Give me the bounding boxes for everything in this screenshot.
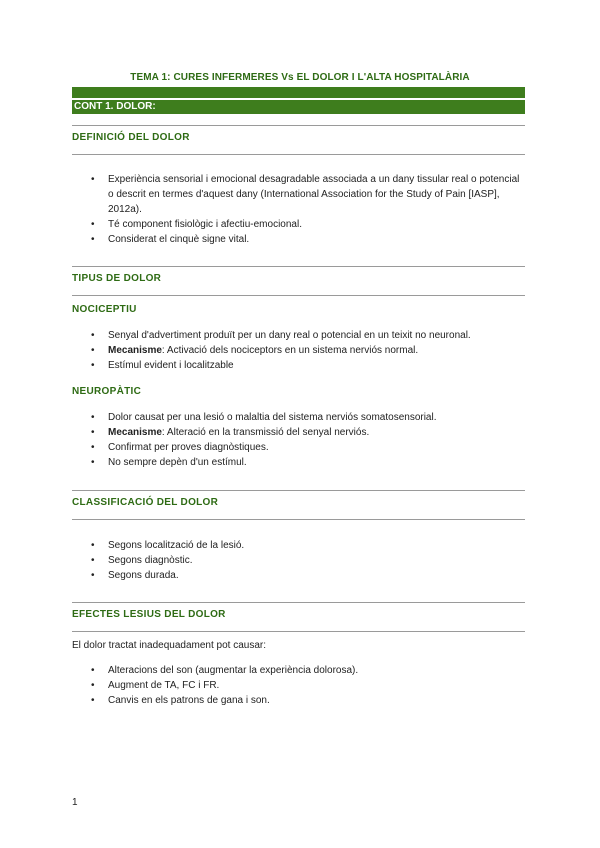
- subheading-nociceptiu: NOCICEPTIU: [72, 304, 137, 315]
- list-item: • Segons diagnòstic.: [72, 553, 527, 568]
- nociceptiu-list: [72, 328, 527, 373]
- section-banner-label: CONT 1. DOLOR:: [74, 101, 156, 112]
- list-item: • Segons durada.: [72, 568, 527, 583]
- list-item: • Dolor causat per una lesió o malaltia del sistema nerviós somatosensorial.: [72, 410, 527, 425]
- list-item: • Senyal d'advertiment produït per un dany real o potencial en un teixit no neuronal.: [72, 328, 527, 343]
- divider: [72, 519, 525, 520]
- divider: [72, 266, 525, 267]
- efectes-list: [72, 663, 527, 708]
- list-item: • Confirmat per proves diagnòstiques.: [72, 440, 527, 455]
- list-item: • Alteracions del son (augmentar la experiència dolorosa).: [72, 663, 527, 678]
- divider: [72, 295, 525, 296]
- list-item: [72, 425, 527, 440]
- list-item: • Canvis en els patrons de gana i son.: [72, 693, 527, 708]
- list-item: • Segons localització de la lesió.: [72, 538, 527, 553]
- subheading-neuropatic: NEUROPÀTIC: [72, 386, 142, 397]
- heading-efectes: EFECTES LESIUS DEL DOLOR: [72, 609, 226, 620]
- classificacio-list: [72, 538, 527, 583]
- divider: [72, 631, 525, 632]
- definicio-list: [72, 172, 527, 247]
- divider: [72, 154, 525, 155]
- list-item: • No sempre depèn d'un estímul.: [72, 455, 527, 470]
- heading-definicio: DEFINICIÓ DEL DOLOR: [72, 132, 190, 143]
- mechanism-text: : Activació dels nociceptors en un sistema nerviós normal.: [161, 345, 419, 356]
- mechanism-label: Mecanisme: [108, 427, 162, 438]
- neuropatic-list: [72, 410, 527, 470]
- mechanism-label: Mecanisme: [108, 345, 162, 356]
- section-banner: [72, 100, 525, 114]
- document-title: TEMA 1: CURES INFERMERES Vs EL DOLOR I L'ALTA HOSPITALÀRIA: [130, 72, 470, 83]
- divider: [72, 125, 525, 126]
- list-item: [72, 343, 527, 358]
- list-item: • Considerat el cinquè signe vital.: [72, 232, 527, 247]
- title-underline-bar: [72, 87, 525, 98]
- list-item: • Augment de TA, FC i FR.: [72, 678, 527, 693]
- divider: [72, 490, 525, 491]
- list-item: • Estímul evident i localitzable: [72, 358, 527, 373]
- list-item: • Experiència sensorial i emocional desagradable associada a un dany tissular real o potencial o descrit en termes d'aquest dany (International Association for the Study of Pain [IASP], 2012a).: [72, 172, 527, 217]
- mechanism-text: : Alteració en la transmissió del senyal nerviós.: [161, 427, 370, 438]
- page-number: 1: [72, 797, 78, 808]
- efectes-intro: El dolor tractat inadequadament pot causar:: [72, 640, 267, 651]
- divider: [72, 602, 525, 603]
- heading-classificacio: CLASSIFICACIÓ DEL DOLOR: [72, 497, 219, 508]
- list-item: • Té component fisiològic i afectiu-emocional.: [72, 217, 527, 232]
- heading-tipus: TIPUS DE DOLOR: [72, 273, 162, 284]
